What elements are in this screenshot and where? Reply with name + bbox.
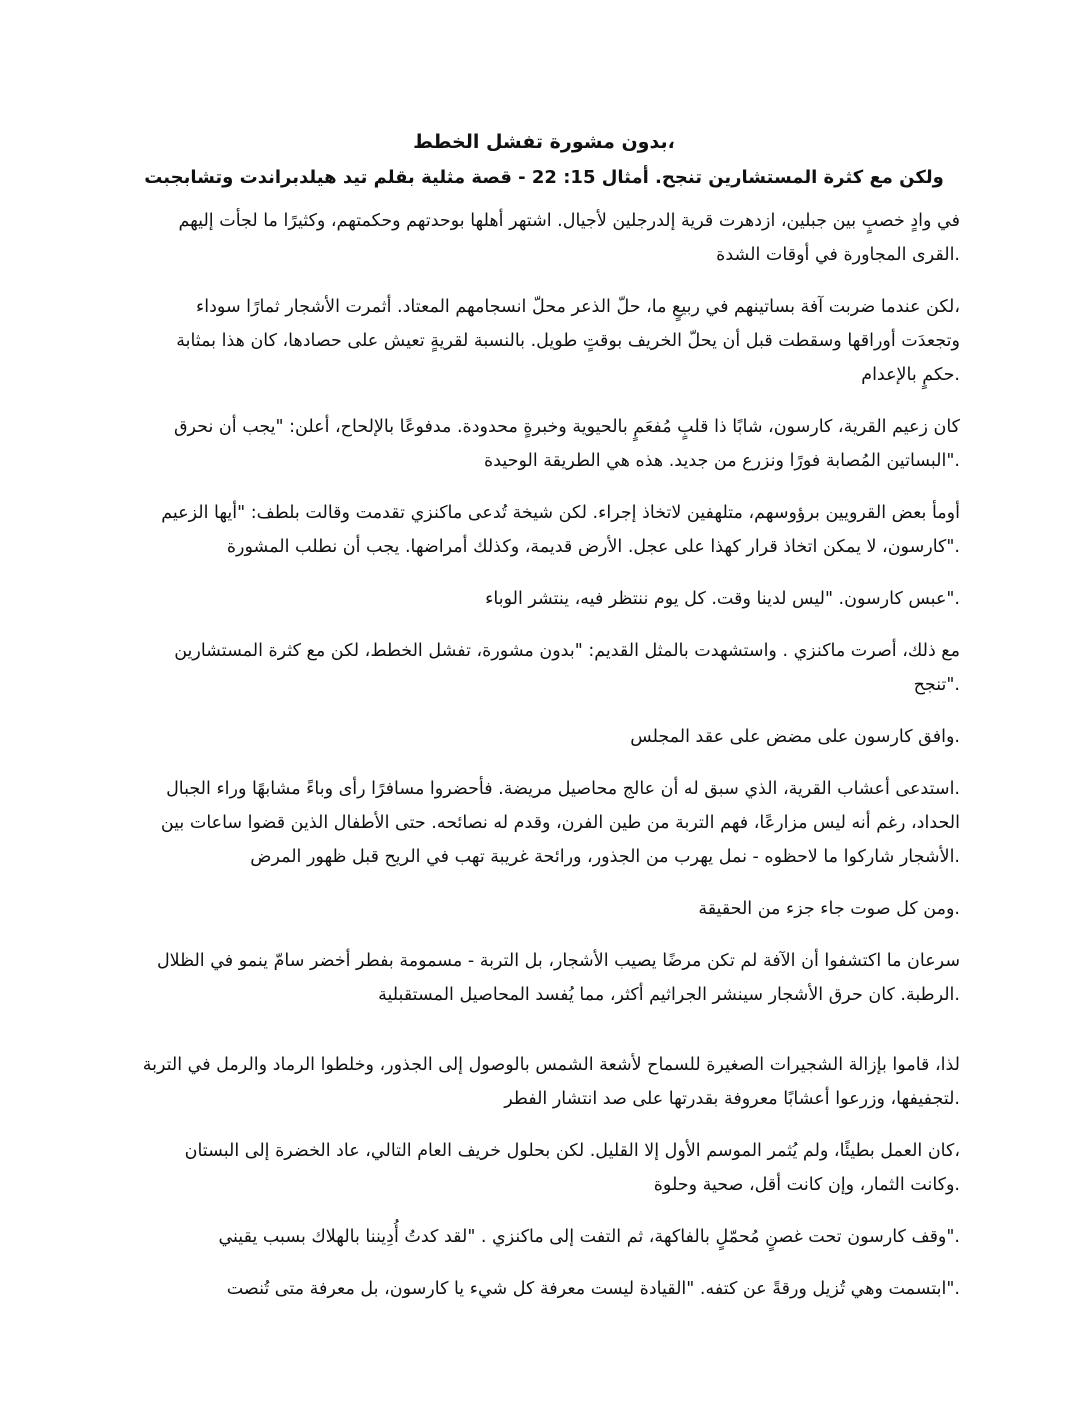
paragraph-line: لذا، قاموا بإزالة الشجيرات الصغيرة للسماح لأشعة الشمس بالوصول إلى الجذور، وخلطوا الرماد والرمل في التربة [142,1055,960,1075]
paragraph-3 [128,410,960,478]
paragraph-line: .الرطبة. كان حرق الأشجار سينشر الجراثيم أكثر، مما يُفسد المحاصيل المستقبلية [378,985,960,1005]
paragraph-line: ."وقف كارسون تحت غصنٍ مُحمّلٍ بالفاكهة، ثم التفت إلى ماكنزي . "لقد كدتُ أُدِيننا بالهلاك بسبب يقيني [218,1227,960,1247]
paragraph-line: .وافق كارسون على مضض على عقد المجلس [630,727,960,747]
paragraph-line: .الأشجار شاركوا ما لاحظوه - نمل يهرب من الجذور، ورائحة غريبة تهب في الريح قبل ظهور المرض [250,847,960,867]
paragraph-line: ."البساتين المُصابة فورًا ونزرع من جديد. هذه هي الطريقة الوحيدة [484,451,960,471]
paragraph-7 [128,720,960,754]
paragraph-line: ."عبس كارسون. "ليس لدينا وقت. كل يوم ننتظر فيه، ينتشر الوباء [485,589,960,609]
paragraph-2 [128,290,960,392]
document-title [140,124,948,196]
paragraph-line: .حكمٍ بالإعدام [861,365,960,385]
paragraph-14 [128,1272,960,1306]
paragraph-4 [128,496,960,564]
paragraph-line: كان زعيم القرية، كارسون، شابًا ذا قلبٍ مُفعَمٍ بالحيوية وخبرةٍ محدودة. مدفوعًا بالإلحاح، أعلن: "يجب أن نحرق [173,417,960,437]
paragraph-8 [128,772,960,874]
paragraph-line: الحداد، رغم أنه ليس مزارعًا، فهم التربة من طين الفرن، وقدم له نصائحه. حتى الأطفال الذين قضوا ساعات بين [160,813,960,833]
paragraph-13 [128,1220,960,1254]
paragraph-1 [128,204,960,272]
paragraph-10 [128,944,960,1012]
paragraph-11 [128,1048,960,1116]
paragraph-line: ،كان العمل بطيئًا، ولم يُثمر الموسم الأول إلا القليل. لكن بحلول خريف العام التالي، عاد الخضرة إلى البستان [184,1141,960,1161]
paragraph-9 [128,892,960,926]
paragraph-line: سرعان ما اكتشفوا أن الآفة لم تكن مرضًا يصيب الأشجار، بل التربة - مسمومة بفطر أخضر سامّ ينمو في الظلال [156,951,960,971]
paragraph-line: مع ذلك، أصرت ماكنزي . واستشهدت بالمثل القديم: "بدون مشورة، تفشل الخطط، لكن مع كثرة المستشارين [174,641,960,661]
paragraph-line: .لتجفيفها، وزرعوا أعشابًا معروفة بقدرتها على صد انتشار الفطر [504,1089,960,1109]
paragraph-line: .استدعى أعشاب القرية، الذي سبق له أن عالج محاصيل مريضة. فأحضروا مسافرًا رأى وباءً مشابهًا وراء الجبال [166,779,960,799]
paragraph-line: .ومن كل صوت جاء جزء من الحقيقة [698,899,960,919]
paragraph-line: .القرى المجاورة في أوقات الشدة [716,245,960,265]
paragraph-line: ."كارسون، لا يمكن اتخاذ قرار كهذا على عجل. الأرض قديمة، وكذلك أمراضها. يجب أن نطلب المشورة [226,537,960,557]
paragraph-line: أومأ بعض القرويين برؤوسهم، متلهفين لاتخاذ إجراء. لكن شيخة تُدعى ماكنزي تقدمت وقالت بلطف: "أيها الزعيم [161,503,960,523]
paragraph-12 [128,1134,960,1202]
paragraph-line: ."تنجح [913,675,960,695]
paragraph-6 [128,634,960,702]
paragraph-line: ."ابتسمت وهي تُزيل ورقةً عن كتفه. "القيادة ليست معرفة كل شيء يا كارسون، بل معرفة متى تُنصت [226,1279,960,1299]
title-line-1: ،بدون مشورة تفشل الخطط [413,131,675,153]
title-line-2: ولكن مع كثرة المستشارين تنجح. أمثال 15: 22 - قصة مثلية بقلم تيد هيلدبراندت وتشابجبت [144,167,944,188]
paragraph-line: ،لكن عندما ضربت آفة بساتينهم في ربيعٍ ما، حلّ الذعر محلّ انسجامهم المعتاد. أثمرت الأشجار ثمارًا سوداء [196,297,960,317]
document-body [128,204,960,1306]
paragraph-line: .وكانت الثمار، وإن كانت أقل، صحية وحلوة [653,1175,960,1195]
paragraph-5 [128,582,960,616]
paragraph-line: في وادٍ خصبٍ بين جبلين، ازدهرت قرية إلدرجلين لأجيال. اشتهر أهلها بوحدتهم وحكمتهم، وكثيرًا ما لجأت إليهم [178,211,960,231]
paragraph-line: وتجعدَت أوراقها وسقطت قبل أن يحلّ الخريف بوقتٍ طويل. بالنسبة لقريةٍ تعيش على حصادها، كان هذا بمثابة [176,331,960,351]
